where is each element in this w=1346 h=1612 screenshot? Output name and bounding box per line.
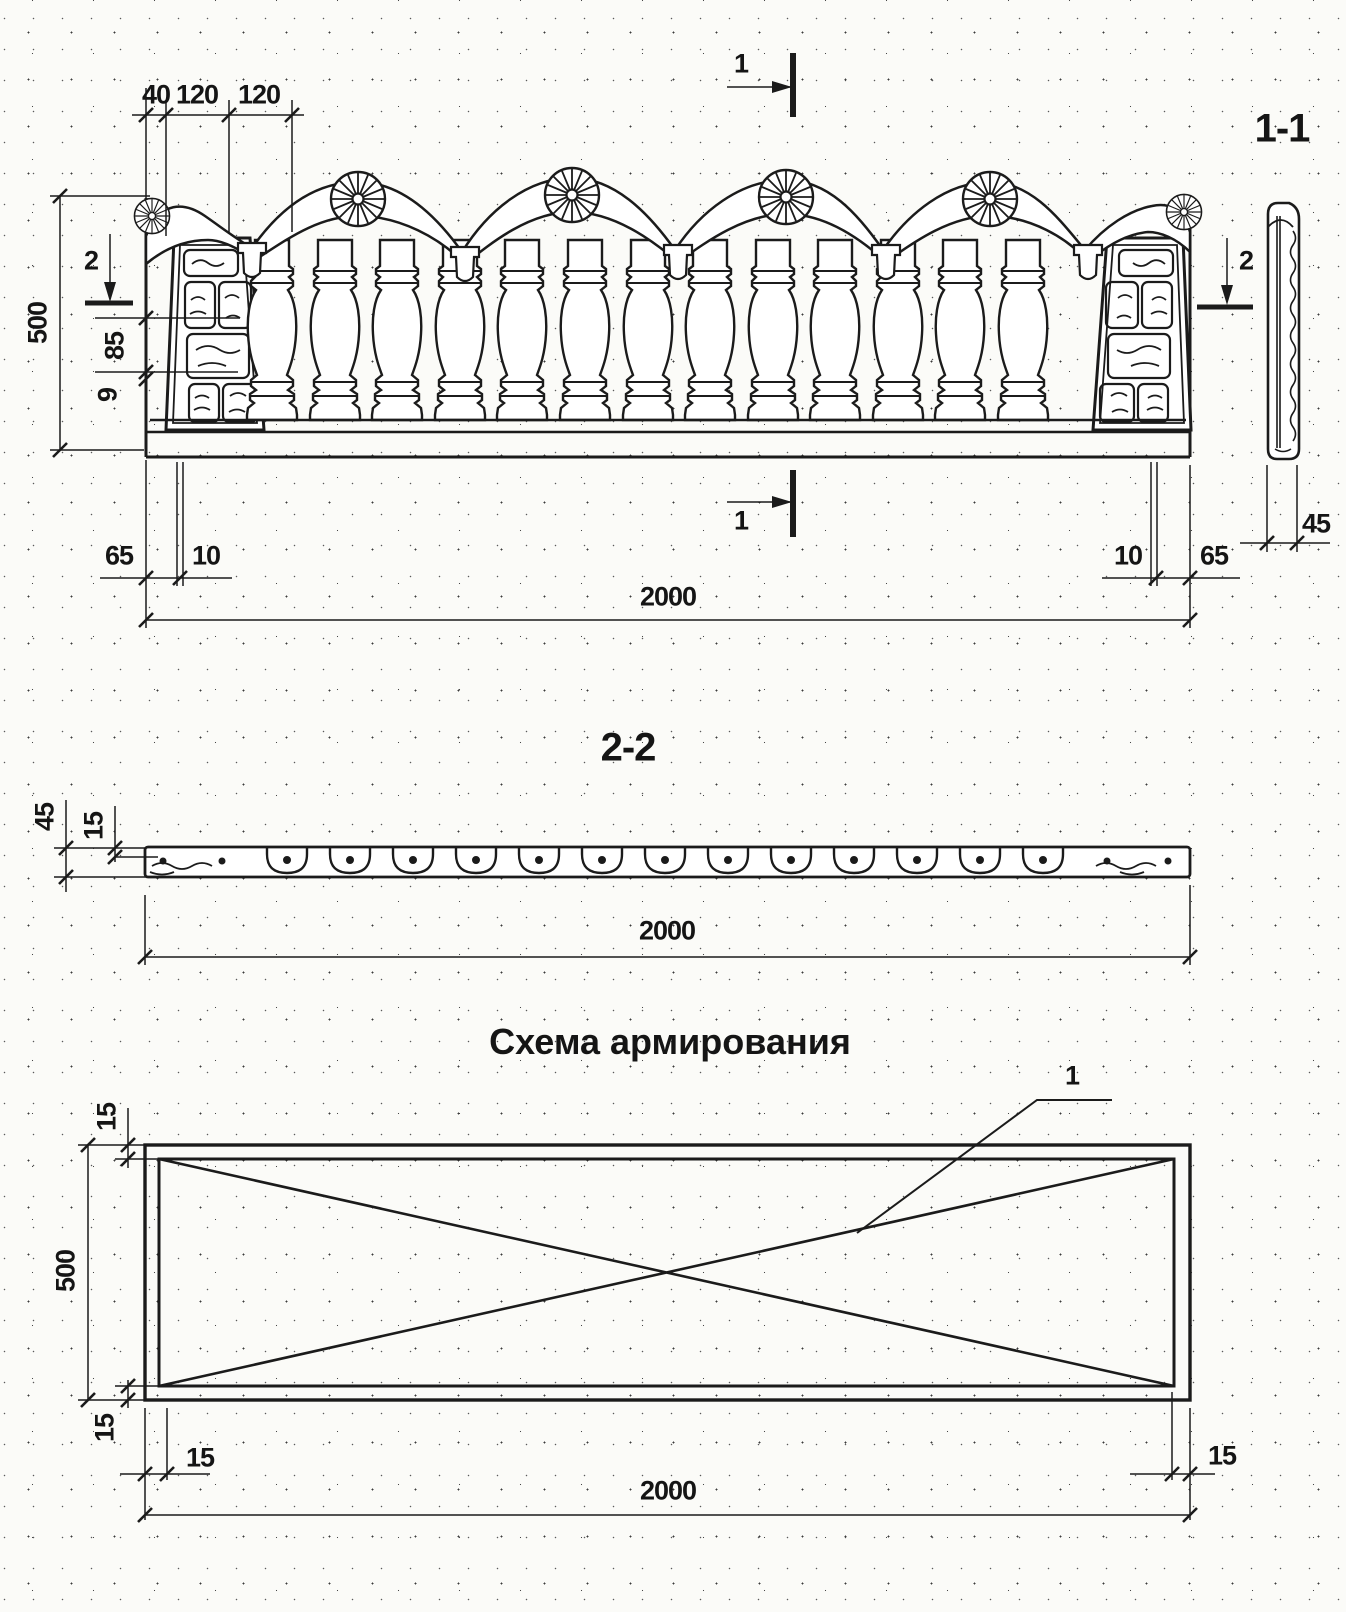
reinforcement-scheme	[78, 1100, 1215, 1522]
stone-post	[1093, 238, 1191, 430]
section-label-1-top: 1	[733, 48, 749, 79]
dim-label-s22-45: 45	[29, 802, 60, 832]
dim-label-scheme-500: 500	[50, 1249, 81, 1293]
dim-label-stone-85: 85	[99, 331, 130, 361]
rosette-icon	[963, 172, 1017, 226]
view-title-2-2: 2-2	[600, 725, 656, 770]
section-arrow	[772, 81, 792, 93]
rosette-icon	[759, 170, 813, 224]
dim-label-right-10: 10	[1113, 540, 1143, 571]
dim-label-scheme-15-bottom: 15	[89, 1413, 120, 1443]
dim-label-s22-15: 15	[78, 811, 109, 841]
scheme-dimensions	[78, 1108, 1215, 1522]
callout-label-1: 1	[1064, 1060, 1080, 1091]
section-label-1-bottom: 1	[733, 505, 749, 536]
dim-label-s22-2000: 2000	[638, 915, 696, 946]
pendant-icon	[1074, 245, 1102, 279]
rosette-icon	[1166, 194, 1201, 229]
dim-label-height-500: 500	[22, 301, 53, 345]
section-2-2-dimensions	[54, 800, 1197, 965]
elevation-view	[50, 53, 1253, 628]
rosette-icon	[545, 168, 599, 222]
side-view-1-1	[1240, 203, 1330, 552]
dim-label-left-65: 65	[104, 540, 134, 571]
dim-label-left-10: 10	[191, 540, 221, 571]
dim-label-stone-9: 9	[92, 387, 123, 403]
section-arrow	[104, 282, 116, 302]
section-label-2-right: 2	[1238, 245, 1254, 276]
rosette-icon	[134, 198, 169, 233]
dim-label-thickness-45: 45	[1301, 508, 1331, 539]
section-view-2-2	[54, 800, 1197, 965]
rosette-icon	[331, 172, 385, 226]
dim-label-top-120a: 120	[175, 79, 219, 110]
dim-label-scheme-2000: 2000	[639, 1475, 697, 1506]
dim-label-top-40: 40	[141, 79, 171, 110]
dim-label-top-120b: 120	[237, 79, 281, 110]
callout-leader	[857, 1100, 1112, 1233]
dim-label-scheme-15-top: 15	[91, 1102, 122, 1132]
section-label-2-left: 2	[83, 245, 99, 276]
view-title-1-1: 1-1	[1254, 106, 1310, 151]
balusters	[247, 240, 1048, 420]
view-title-scheme: Схема армирования	[489, 1021, 851, 1062]
dim-label-scheme-15-left: 15	[185, 1442, 215, 1473]
dim-label-right-65: 65	[1199, 540, 1229, 571]
rebar-diagonals	[159, 1159, 1174, 1386]
section-arrow	[1221, 285, 1233, 305]
garland-band	[134, 168, 1201, 281]
dim-label-scheme-15-right: 15	[1207, 1440, 1237, 1471]
section-arrow	[772, 496, 792, 508]
dim-label-width-2000: 2000	[639, 581, 697, 612]
